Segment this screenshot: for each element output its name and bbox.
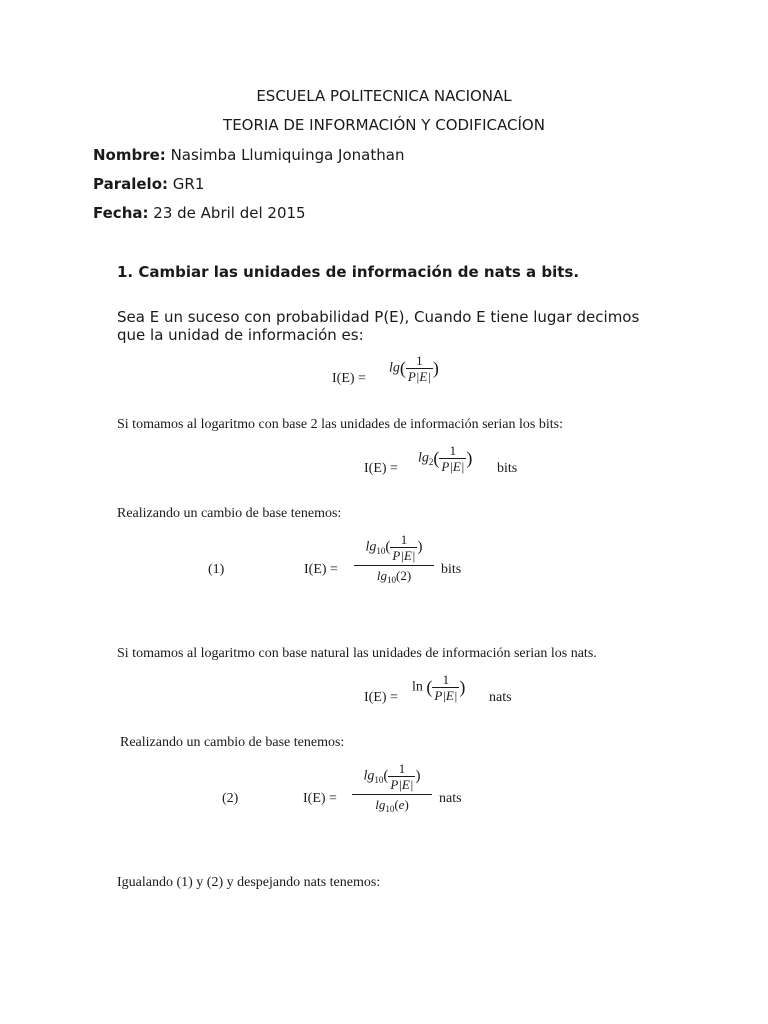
log-base: 10 [385,804,395,814]
unit-bits: bits [497,461,518,476]
denominator: P|E| [407,369,431,384]
denominator: P|E| [390,777,414,792]
fraction [390,532,417,563]
lg-symbol: lg [418,450,429,466]
name-value: Nasimba Llumiquinga Jonathan [170,146,405,164]
section-number: 1. [117,263,134,281]
equation-bits: $\lg_2$( $\frac{1}{P|E|}$ ) [418,443,473,474]
name-label: Nombre: [93,146,166,164]
ln-symbol: ln [412,679,423,695]
equation-2-denominator: $\lg_{10}(e)$ [375,797,409,814]
two-value: 2 [400,568,407,583]
equation-tag-2: (2) [222,791,239,806]
log-base: 2 [428,456,434,467]
lg-symbol: lg [365,539,377,555]
equation-lhs: I(E) = [332,371,366,386]
section-heading [117,263,579,281]
bits-paragraph: Si tomamos al logaritmo con base 2 las unidades de información serian los bits: [117,417,563,432]
equation-tag-1: (1) [208,562,225,577]
section-title: Cambiar las unidades de información de nats a bits. [138,263,580,281]
fraction [439,443,466,474]
intro-line-1: Sea E un suceso con probabilidad P(E), Cuando E tiene lugar decimos [117,308,640,326]
name-line [93,146,404,164]
numerator: 1 [449,443,457,458]
equation-bits-lhs: I(E) = [364,461,398,476]
equation-1-fraction [354,532,434,584]
date-value: 23 de Abril del 2015 [153,204,306,222]
numerator: 1 [416,353,423,368]
numerator: 1 [442,672,450,687]
lg-symbol: lg [376,568,387,583]
equation-1-unit: bits [441,562,462,577]
log-base: 10 [376,545,386,556]
equation-1-lhs: I(E) = [304,562,338,577]
group-line [93,175,204,193]
denominator: P|E| [392,548,416,563]
unit-nats: nats [489,690,512,705]
change-base-paragraph-2: Realizando un cambio de base tenemos: [120,735,345,750]
course-title: TEORIA DE INFORMACIÓN Y CODIFICACÍON [223,116,545,134]
denominator: P|E| [441,459,465,474]
equation-2-unit: nats [439,791,462,806]
equation-information: lg( $\frac{1}{P|E|}$ ) [389,353,439,384]
numerator: 1 [398,761,406,776]
nats-paragraph: Si tomamos al logaritmo con base natural las unidades de información serian los nats. [117,646,597,661]
group-value: GR1 [172,175,205,193]
lg-symbol: lg [389,360,400,376]
e-value: e [398,797,405,812]
change-base-paragraph-1: Realizando un cambio de base tenemos: [117,506,342,521]
log-base: 10 [386,575,396,585]
equation-2-fraction [352,761,432,813]
school-title: ESCUELA POLITECNICA NACIONAL [256,87,512,105]
equating-paragraph: Igualando (1) y (2) y despejando nats tenemos: [117,875,381,890]
fraction [388,761,415,792]
lg-symbol: lg [375,797,386,812]
intro-line-2: que la unidad de información es: [117,326,364,344]
equation-2-numerator: $\lg_{10}$( $\frac{1}{P|E|}$ ) [352,761,432,795]
log-base: 10 [374,774,384,785]
equation-1-denominator: $\lg_{10}(2)$ [376,568,412,585]
date-line [93,204,306,222]
lg-symbol: lg [363,768,375,784]
equation-nats: ln ( $\frac{1}{P|E|}$ ) [412,672,466,703]
fraction [432,672,459,703]
equation-1-numerator: $\lg_{10}$( $\frac{1}{P|E|}$ ) [354,532,434,566]
numerator: 1 [400,532,408,547]
group-label: Paralelo: [93,175,168,193]
equation-2-lhs: I(E) = [303,791,337,806]
denominator: P|E| [434,688,458,703]
date-label: Fecha: [93,204,149,222]
equation-nats-lhs: I(E) = [364,690,398,705]
fraction [406,353,433,384]
